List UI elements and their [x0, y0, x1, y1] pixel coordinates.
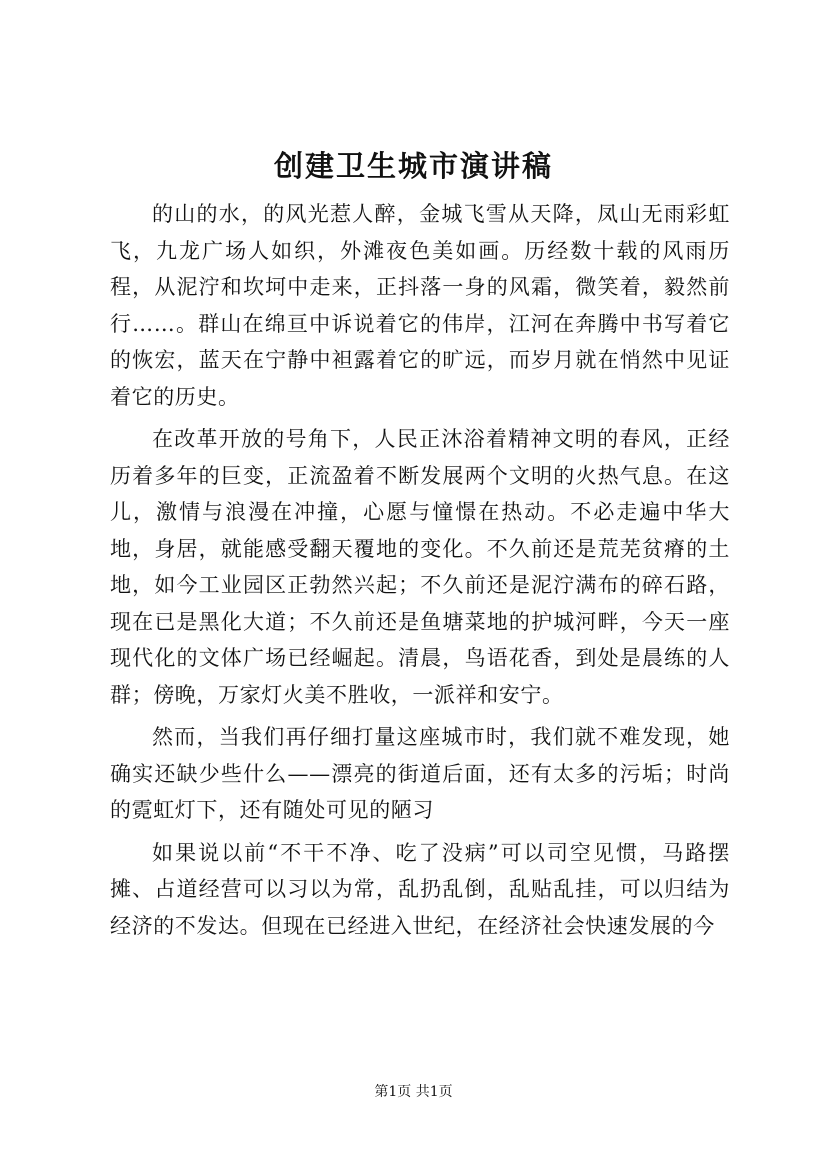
document-title: 创建卫生城市演讲稿: [273, 149, 553, 183]
paragraph: 的山的水，的风光惹人醉，金城飞雪从天降，凤山无雨彩虹飞，九龙广场人如织，外滩夜色美如画。历经数十载的风雨历程，从泥泞和坎坷中走来，正抖落一身的风霜，微笑着，毅然前行……。群山在绵亘中诉说着它的伟岸，江河在奔腾中书写着它的恢宏，蓝天在宁静中袒露着它的旷远，而岁月就在悄然中见证着它的历史。: [110, 202, 730, 409]
page-footer: 第1页 共1页: [374, 1084, 453, 1100]
paragraph: 如果说以前“不干不净、吃了没病”可以司空见惯，马路摆摊、占道经营可以习以为常，乱扔乱倒，乱贴乱挂，可以归结为经济的不发达。但现在已经进入世纪，在经济社会快速发展的今: [110, 840, 730, 938]
document-body: [110, 196, 730, 944]
paragraph: 在改革开放的号角下，人民正沐浴着精神文明的春风，正经历着多年的巨变，正流盈着不断发展两个文明的火热气息。在这儿，激情与浪漫在冲撞，心愿与憧憬在热动。不必走遍中华大地，身居，就能感受翻天覆地的变化。不久前还是荒芜贫瘠的土地，如今工业园区正勃然兴起；不久前还是泥泞满布的碎石路，现在已是黑化大道；不久前还是鱼塘菜地的护城河畔，今天一座现代化的文体广场已经崛起。清晨，鸟语花香，到处是晨练的人群；傍晚，万家灯火美不胜收，一派祥和安宁。: [110, 427, 730, 707]
paragraph: 然而，当我们再仔细打量这座城市时，我们就不难发现，她确实还缺少些什么——漂亮的街道后面，还有太多的污垢；时尚的霓虹灯下，还有随处可见的陋习: [110, 725, 730, 822]
